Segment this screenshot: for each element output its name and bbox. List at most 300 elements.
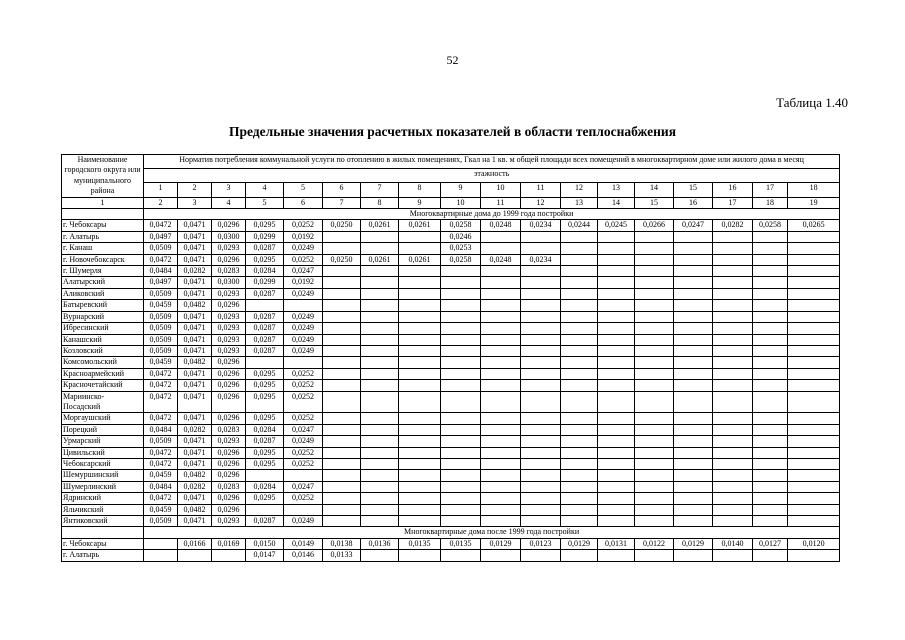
norm-value-cell: 0,0296: [212, 470, 246, 481]
norm-value-cell: [361, 231, 399, 242]
norm-value-cell: [635, 357, 674, 368]
norm-value-cell: 0,0147: [246, 550, 284, 561]
norm-value-cell: 0,0287: [246, 288, 284, 299]
norm-value-cell: 0,0265: [788, 220, 840, 231]
norm-value-cell: [635, 380, 674, 391]
norm-value-cell: [753, 254, 788, 265]
norm-value-cell: [521, 413, 561, 424]
norm-value-cell: [674, 413, 713, 424]
norm-value-cell: 0,0295: [246, 380, 284, 391]
floor-number: 9: [441, 183, 481, 197]
norm-value-cell: [399, 550, 441, 561]
norm-value-cell: 0,0296: [212, 458, 246, 469]
norm-value-cell: 0,0296: [212, 504, 246, 515]
norm-value-cell: [561, 266, 598, 277]
norm-value-cell: [598, 493, 635, 504]
norm-value-cell: [788, 345, 840, 356]
norm-value-cell: [441, 436, 481, 447]
norm-value-cell: 0,0258: [441, 220, 481, 231]
norm-value-cell: [521, 391, 561, 413]
norm-value-cell: [753, 231, 788, 242]
norm-value-cell: [441, 334, 481, 345]
norm-value-cell: [598, 323, 635, 334]
norm-value-cell: [481, 345, 521, 356]
norm-value-cell: [361, 504, 399, 515]
norm-value-cell: 0,0283: [212, 481, 246, 492]
norm-value-cell: [481, 424, 521, 435]
norm-value-cell: [713, 334, 753, 345]
table-row: [62, 391, 840, 413]
norm-value-cell: 0,0293: [212, 516, 246, 527]
norm-value-cell: [635, 413, 674, 424]
norm-value-cell: 0,0293: [212, 288, 246, 299]
norm-value-cell: [323, 447, 361, 458]
norm-value-cell: [441, 413, 481, 424]
norm-value-cell: [521, 516, 561, 527]
norm-value-cell: [399, 413, 441, 424]
norm-value-cell: 0,0472: [144, 413, 178, 424]
table-row: [62, 481, 840, 492]
norm-value-cell: 0,0296: [212, 413, 246, 424]
norm-value-cell: 0,0482: [178, 357, 212, 368]
norm-value-cell: 0,0127: [753, 538, 788, 549]
norm-value-cell: [674, 481, 713, 492]
norm-value-cell: [361, 368, 399, 379]
norm-value-cell: [323, 334, 361, 345]
table-row: [62, 504, 840, 515]
floor-numbers-row: [62, 183, 840, 197]
column-number: 7: [323, 197, 361, 208]
norm-value-cell: [635, 311, 674, 322]
norm-value-cell: [713, 504, 753, 515]
norm-value-cell: [323, 493, 361, 504]
table-row: [62, 277, 840, 288]
norm-value-cell: [753, 447, 788, 458]
norm-value-cell: 0,0249: [284, 323, 323, 334]
norm-value-cell: [753, 334, 788, 345]
norm-value-cell: [481, 368, 521, 379]
norm-value-cell: [521, 266, 561, 277]
norm-value-cell: [521, 357, 561, 368]
norm-value-cell: [521, 447, 561, 458]
norm-value-cell: [284, 357, 323, 368]
norm-value-cell: [674, 266, 713, 277]
norm-value-cell: 0,0133: [323, 550, 361, 561]
column-number: 13: [561, 197, 598, 208]
district-name: Канашский: [62, 334, 144, 345]
norm-value-cell: [323, 311, 361, 322]
norm-value-cell: [481, 493, 521, 504]
norm-value-cell: [753, 243, 788, 254]
norm-header: Норматив потребления коммунальной услуги по отоплению в жилых помещениях, Гкал на 1 кв. м общей площади всех помещений в многоквартирном доме или жилого дома в месяц: [144, 155, 840, 169]
column-number: 15: [635, 197, 674, 208]
norm-value-cell: 0,0247: [284, 266, 323, 277]
norm-value-cell: [635, 504, 674, 515]
norm-value-cell: [561, 481, 598, 492]
norm-value-cell: [788, 436, 840, 447]
norm-value-cell: 0,0135: [399, 538, 441, 549]
norm-value-cell: [521, 458, 561, 469]
floor-number: 5: [284, 183, 323, 197]
norm-value-cell: [521, 334, 561, 345]
norm-value-cell: 0,0472: [144, 493, 178, 504]
norm-value-cell: 0,0295: [246, 254, 284, 265]
norm-value-cell: 0,0261: [399, 254, 441, 265]
column-number: 1: [62, 197, 144, 208]
norm-value-cell: 0,0249: [284, 288, 323, 299]
norm-value-cell: [399, 380, 441, 391]
table-row: [62, 243, 840, 254]
norm-value-cell: [753, 391, 788, 413]
norm-value-cell: 0,0252: [284, 380, 323, 391]
norm-value-cell: [788, 391, 840, 413]
norm-value-cell: [561, 504, 598, 515]
norm-value-cell: [713, 380, 753, 391]
norm-value-cell: 0,0287: [246, 516, 284, 527]
district-name: Мариинско-Посадский: [62, 391, 144, 413]
norm-value-cell: [561, 243, 598, 254]
norm-value-cell: [674, 345, 713, 356]
norm-value-cell: [635, 493, 674, 504]
column-number: 9: [399, 197, 441, 208]
floor-number: 3: [212, 183, 246, 197]
norm-value-cell: [361, 391, 399, 413]
norm-value-cell: [753, 470, 788, 481]
norm-value-cell: [674, 300, 713, 311]
column-number: 6: [284, 197, 323, 208]
column-number: 19: [788, 197, 840, 208]
norm-value-cell: [561, 447, 598, 458]
norm-value-cell: [361, 550, 399, 561]
norm-value-cell: [399, 368, 441, 379]
table-body: [62, 209, 840, 562]
norm-value-cell: 0,0247: [284, 481, 323, 492]
norm-value-cell: 0,0296: [212, 300, 246, 311]
district-name: Порецкий: [62, 424, 144, 435]
norm-value-cell: [399, 323, 441, 334]
norm-value-cell: [713, 470, 753, 481]
floor-number: 1: [144, 183, 178, 197]
norm-value-cell: 0,0471: [178, 243, 212, 254]
norm-value-cell: [323, 243, 361, 254]
norm-value-cell: [481, 288, 521, 299]
norm-value-cell: [361, 413, 399, 424]
norm-value-cell: [713, 357, 753, 368]
norm-value-cell: [674, 277, 713, 288]
norm-value-cell: [674, 550, 713, 561]
norm-value-cell: [674, 436, 713, 447]
column-number: 3: [178, 197, 212, 208]
norm-value-cell: [481, 334, 521, 345]
norm-value-cell: [753, 323, 788, 334]
norm-value-cell: 0,0471: [178, 413, 212, 424]
norm-value-cell: [674, 447, 713, 458]
norm-value-cell: [561, 300, 598, 311]
norm-value-cell: 0,0252: [284, 493, 323, 504]
norm-value-cell: [481, 447, 521, 458]
norm-value-cell: [598, 357, 635, 368]
norm-value-cell: [788, 288, 840, 299]
norm-value-cell: [441, 300, 481, 311]
norm-value-cell: 0,0247: [674, 220, 713, 231]
norm-value-cell: [521, 277, 561, 288]
norm-value-cell: [788, 516, 840, 527]
norm-value-cell: [361, 300, 399, 311]
norm-value-cell: [399, 266, 441, 277]
norm-value-cell: [323, 288, 361, 299]
norm-value-cell: [441, 345, 481, 356]
norm-value-cell: [441, 357, 481, 368]
norm-value-cell: 0,0247: [284, 424, 323, 435]
norm-value-cell: [788, 481, 840, 492]
norm-value-cell: [753, 357, 788, 368]
norm-value-cell: 0,0472: [144, 220, 178, 231]
norm-value-cell: [323, 516, 361, 527]
section-header-row: [62, 527, 840, 538]
norm-value-cell: [323, 277, 361, 288]
norm-value-cell: [481, 266, 521, 277]
norm-value-cell: 0,0472: [144, 254, 178, 265]
norm-value-cell: 0,0471: [178, 447, 212, 458]
norm-value-cell: 0,0123: [521, 538, 561, 549]
norm-value-cell: [399, 504, 441, 515]
norm-value-cell: 0,0293: [212, 436, 246, 447]
norm-value-cell: 0,0299: [246, 231, 284, 242]
norm-value-cell: [481, 458, 521, 469]
floor-number: 16: [713, 183, 753, 197]
norm-value-cell: [598, 254, 635, 265]
norm-value-cell: 0,0509: [144, 323, 178, 334]
floor-number: 6: [323, 183, 361, 197]
norm-value-cell: [399, 345, 441, 356]
norm-value-cell: [788, 368, 840, 379]
norm-value-cell: [753, 481, 788, 492]
norm-value-cell: [284, 470, 323, 481]
norm-value-cell: [561, 357, 598, 368]
norm-value-cell: [361, 357, 399, 368]
norm-value-cell: 0,0295: [246, 458, 284, 469]
norm-value-cell: [598, 334, 635, 345]
norm-value-cell: 0,0258: [441, 254, 481, 265]
norm-value-cell: [788, 550, 840, 561]
norm-value-cell: 0,0282: [178, 266, 212, 277]
norm-value-cell: [598, 413, 635, 424]
district-name: Комсомольский: [62, 357, 144, 368]
district-name: Козловский: [62, 345, 144, 356]
floor-number: 14: [635, 183, 674, 197]
norm-value-cell: 0,0282: [178, 424, 212, 435]
norm-value-cell: 0,0287: [246, 436, 284, 447]
norm-value-cell: [399, 231, 441, 242]
norm-value-cell: 0,0482: [178, 300, 212, 311]
norm-value-cell: [399, 458, 441, 469]
norm-value-cell: 0,0509: [144, 516, 178, 527]
norm-value-cell: 0,0258: [753, 220, 788, 231]
norm-value-cell: [399, 334, 441, 345]
norm-value-cell: [753, 368, 788, 379]
norm-value-cell: [635, 231, 674, 242]
norm-value-cell: [323, 424, 361, 435]
norm-value-cell: 0,0282: [178, 481, 212, 492]
district-name: г. Алатырь: [62, 550, 144, 561]
table-row: [62, 380, 840, 391]
table-row: [62, 436, 840, 447]
norm-value-cell: [481, 380, 521, 391]
district-name: Батыревский: [62, 300, 144, 311]
norm-value-cell: [598, 380, 635, 391]
norm-value-cell: [399, 447, 441, 458]
norm-value-cell: [561, 277, 598, 288]
norm-value-cell: [713, 311, 753, 322]
norm-value-cell: [635, 266, 674, 277]
norm-value-cell: 0,0296: [212, 380, 246, 391]
norm-value-cell: [284, 504, 323, 515]
norm-value-cell: [598, 345, 635, 356]
norm-value-cell: [441, 470, 481, 481]
norm-value-cell: [323, 368, 361, 379]
norm-value-cell: [753, 424, 788, 435]
norm-value-cell: 0,0293: [212, 243, 246, 254]
norm-value-cell: [713, 254, 753, 265]
norm-value-cell: 0,0129: [561, 538, 598, 549]
norm-value-cell: 0,0459: [144, 357, 178, 368]
norm-value-cell: [635, 368, 674, 379]
norm-value-cell: [598, 458, 635, 469]
norm-value-cell: 0,0166: [178, 538, 212, 549]
norm-value-cell: 0,0509: [144, 311, 178, 322]
norm-value-cell: [441, 516, 481, 527]
norm-value-cell: [635, 391, 674, 413]
table-row: [62, 220, 840, 231]
norm-value-cell: [635, 424, 674, 435]
norm-value-cell: [481, 481, 521, 492]
norm-value-cell: [561, 288, 598, 299]
norm-value-cell: 0,0295: [246, 391, 284, 413]
norm-value-cell: [635, 458, 674, 469]
norm-value-cell: [521, 436, 561, 447]
norm-value-cell: [788, 334, 840, 345]
norm-value-cell: 0,0471: [178, 368, 212, 379]
norm-value-cell: 0,0296: [212, 368, 246, 379]
column-numbers-row: [62, 197, 840, 208]
norm-value-cell: [635, 516, 674, 527]
table-row: [62, 538, 840, 549]
norm-value-cell: 0,0295: [246, 493, 284, 504]
norm-value-cell: 0,0300: [212, 277, 246, 288]
norm-value-cell: [598, 447, 635, 458]
norm-value-cell: [399, 436, 441, 447]
norm-value-cell: [361, 458, 399, 469]
norm-value-cell: [361, 380, 399, 391]
norm-value-cell: [361, 243, 399, 254]
norm-value-cell: 0,0234: [521, 220, 561, 231]
norm-value-cell: [441, 288, 481, 299]
norm-value-cell: [788, 504, 840, 515]
norm-value-cell: 0,0252: [284, 413, 323, 424]
norm-value-cell: [788, 243, 840, 254]
norm-value-cell: [753, 550, 788, 561]
district-name: Чебоксарский: [62, 458, 144, 469]
norm-value-cell: [481, 413, 521, 424]
norm-value-cell: 0,0482: [178, 504, 212, 515]
norm-value-cell: [399, 481, 441, 492]
norm-value-cell: [713, 368, 753, 379]
norm-value-cell: 0,0252: [284, 368, 323, 379]
norm-value-cell: 0,0140: [713, 538, 753, 549]
norm-value-cell: [788, 380, 840, 391]
norm-value-cell: 0,0192: [284, 231, 323, 242]
norm-value-cell: 0,0120: [788, 538, 840, 549]
norm-value-cell: 0,0472: [144, 458, 178, 469]
norm-value-cell: [441, 481, 481, 492]
norm-value-cell: [674, 311, 713, 322]
norm-value-cell: 0,0471: [178, 380, 212, 391]
norm-value-cell: [674, 458, 713, 469]
norm-value-cell: 0,0245: [598, 220, 635, 231]
norm-value-cell: 0,0249: [284, 334, 323, 345]
norm-value-cell: 0,0509: [144, 334, 178, 345]
table-row: [62, 550, 840, 561]
norm-value-cell: [598, 391, 635, 413]
column-number: 18: [753, 197, 788, 208]
norm-value-cell: 0,0252: [284, 447, 323, 458]
column-number: 16: [674, 197, 713, 208]
norm-value-cell: [521, 550, 561, 561]
norm-value-cell: 0,0296: [212, 254, 246, 265]
norm-value-cell: [788, 470, 840, 481]
norm-value-cell: [441, 266, 481, 277]
norm-value-cell: [635, 470, 674, 481]
norm-value-cell: [323, 345, 361, 356]
norm-value-cell: [361, 447, 399, 458]
norm-value-cell: [178, 550, 212, 561]
norm-value-cell: [246, 470, 284, 481]
norm-value-cell: 0,0287: [246, 323, 284, 334]
name-column-header: Наименование городского округа или муниципального района: [62, 155, 144, 198]
table-row: [62, 266, 840, 277]
floor-number: 18: [788, 183, 840, 197]
norm-value-cell: [521, 504, 561, 515]
norm-value-cell: 0,0300: [212, 231, 246, 242]
section-header-row: [62, 209, 840, 220]
norm-value-cell: [441, 424, 481, 435]
norm-value-cell: 0,0283: [212, 424, 246, 435]
norm-value-cell: 0,0471: [178, 436, 212, 447]
norm-value-cell: [713, 436, 753, 447]
norm-value-cell: 0,0293: [212, 323, 246, 334]
norm-value-cell: [521, 323, 561, 334]
norm-value-cell: 0,0471: [178, 516, 212, 527]
norm-value-cell: [481, 323, 521, 334]
norm-value-cell: [361, 277, 399, 288]
norm-value-cell: 0,0261: [399, 220, 441, 231]
norm-value-cell: [481, 504, 521, 515]
norm-value-cell: [399, 243, 441, 254]
norm-value-cell: 0,0192: [284, 277, 323, 288]
norm-value-cell: [399, 424, 441, 435]
norm-value-cell: 0,0249: [284, 345, 323, 356]
norm-value-cell: [323, 504, 361, 515]
norm-value-cell: 0,0484: [144, 266, 178, 277]
norm-value-cell: 0,0287: [246, 345, 284, 356]
norm-value-cell: [753, 516, 788, 527]
norm-value-cell: [441, 493, 481, 504]
norm-value-cell: [598, 424, 635, 435]
norm-value-cell: 0,0287: [246, 311, 284, 322]
norm-value-cell: [674, 470, 713, 481]
norm-value-cell: 0,0252: [284, 254, 323, 265]
norm-value-cell: 0,0287: [246, 334, 284, 345]
